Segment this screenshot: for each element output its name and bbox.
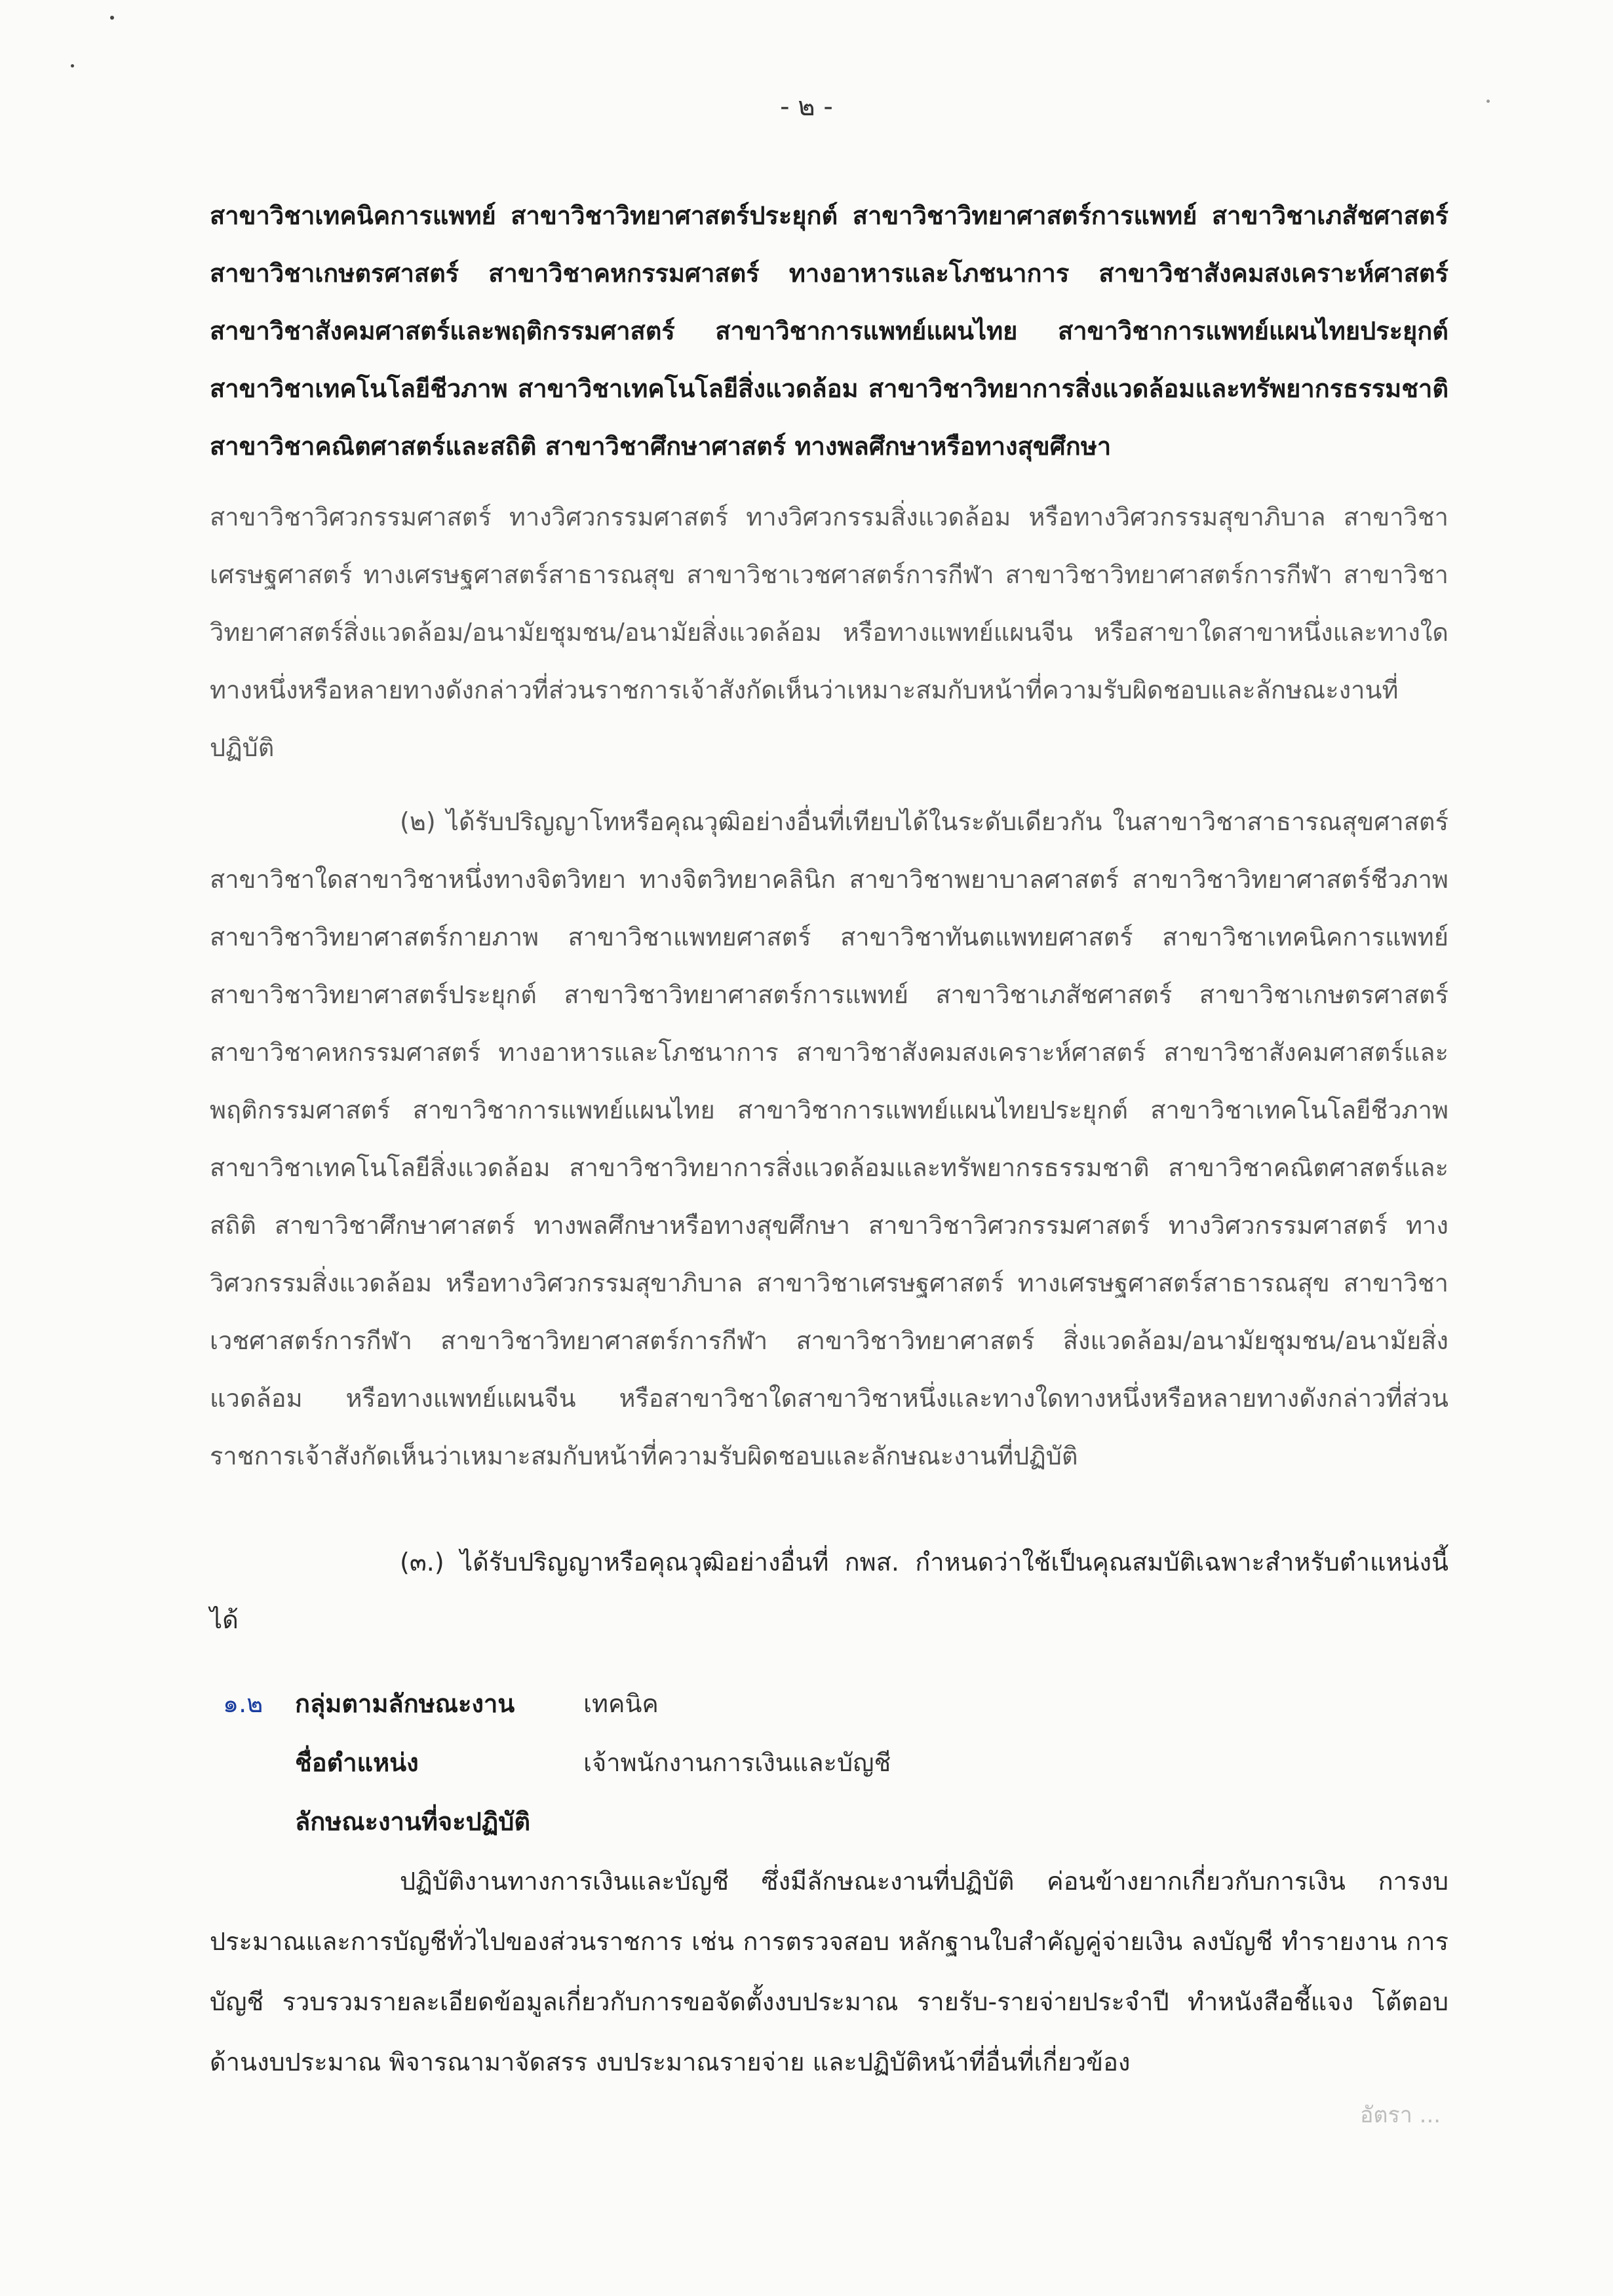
duties-text: ปฏิบัติงานทางการเงินและบัญชี ซึ่งมีลักษณะงานที่ปฏิบัติ ค่อนข้างยากเกี่ยวกับการเงิน การงบประมาณและการบัญชีทั่วไปของส่วนราชการ เช่น การตรวจสอบ หลักฐานใบสำคัญคู่จ่ายเงิน ลงบัญชี ทำรายงาน การบัญชี รวบรวมรายละเอียดข้อมูลเกี่ยวกับการขอจัดตั้งงบประมาณ รายรับ-รายจ่ายประจำปี ทำหนังสือชี้แจง โต้ตอบ ด้านงบประมาณ พิจารณามาจัดสรร งบประมาณรายจ่าย และปฏิบัติหน้าที่อื่นที่เกี่ยวข้อง <box>210 1867 1448 2076</box>
group-value: เทคนิค <box>583 1689 659 1718</box>
item-2-paragraph <box>210 793 1448 1485</box>
position-value: เจ้าพนักงานการเงินและบัญชี <box>583 1748 891 1777</box>
light-paragraph-text: สาขาวิชาวิศวกรรมศาสตร์ ทางวิศวกรรมศาสตร์ ทางวิศวกรรมสิ่งแวดล้อม หรือทางวิศวกรรมสุขาภิบาล สาขาวิชาเศรษฐศาสตร์ ทางเศรษฐศาสตร์สาธารณสุข สาขาวิชาเวชศาสตร์การกีฬา สาขาวิชาวิทยาศาสตร์การกีฬา สาขาวิชาวิทยาศาสตร์สิ่งแวดล้อม/อนามัยชุมชน/อนามัยสิ่งแวดล้อม หรือทางแพทย์แผนจีน หรือสาขาใดสาขาหนึ่งและทางใดทางหนึ่งหรือหลายทางดังกล่าวที่ส่วนราชการเจ้าสังกัดเห็นว่าเหมาะสมกับหน้าที่ความรับผิดชอบและลักษณะงานที่ปฏิบัติ <box>210 503 1448 762</box>
duties-label: ลักษณะงานที่จะปฏิบัติ <box>295 1807 531 1836</box>
section-number: ๑.๒ <box>223 1689 263 1718</box>
group-label: กลุ่มตามลักษณะงาน <box>295 1689 515 1718</box>
position-group <box>223 1674 1403 1851</box>
continuation-marker: อัตรา ... <box>1360 2102 1441 2128</box>
item-3-paragraph <box>210 1533 1448 1649</box>
group-row-position <box>223 1733 1403 1792</box>
group-row-type <box>223 1674 1403 1733</box>
item-3-text: (๓.) ได้รับปริญญาหรือคุณวุฒิอย่างอื่นที่ กพส. กำหนดว่าใช้เป็นคุณสมบัติเฉพาะสำหรับตำแหน่งนี้ได้ <box>210 1548 1448 1634</box>
page-number: - ๒ - <box>780 92 833 122</box>
group-row-duties <box>223 1792 1403 1851</box>
duties-paragraph <box>210 1851 1448 2092</box>
scan-speck <box>71 64 74 67</box>
scan-speck <box>110 16 114 20</box>
light-paragraph <box>210 488 1448 776</box>
position-label: ชื่อตำแหน่ง <box>295 1748 419 1777</box>
item-2-text: (๒) ได้รับปริญญาโทหรือคุณวุฒิอย่างอื่นที่เทียบได้ในระดับเดียวกัน ในสาขาวิชาสาธารณสุขศาสตร์ สาขาวิชาใดสาขาวิชาหนึ่งทางจิตวิทยา ทางจิตวิทยาคลินิก สาขาวิชาพยาบาลศาสตร์ สาขาวิชาวิทยาศาสตร์ชีวภาพ สาขาวิชาวิทยาศาสตร์กายภาพ สาขาวิชาแพทยศาสตร์ สาขาวิชาทันตแพทยศาสตร์ สาขาวิชาเทคนิคการแพทย์ สาขาวิชาวิทยาศาสตร์ประยุกต์ สาขาวิชาวิทยาศาสตร์การแพทย์ สาขาวิชาเภสัชศาสตร์ สาขาวิชาเกษตรศาสตร์ สาขาวิชาคหกรรมศาสตร์ ทางอาหารและโภชนาการ สาขาวิชาสังคมสงเคราะห์ศาสตร์ สาขาวิชาสังคมศาสตร์และพฤติกรรมศาสตร์ สาขาวิชาการแพทย์แผนไทย สาขาวิชาการแพทย์แผนไทยประยุกต์ สาขาวิชาเทคโนโลยีชีวภาพ สาขาวิชาเทคโนโลยีสิ่งแวดล้อม สาขาวิชาวิทยาการสิ่งแวดล้อมและทรัพยากรธรรมชาติ สาขาวิชาคณิตศาสตร์และสถิติ สาขาวิชาศึกษาศาสตร์ ทางพลศึกษาหรือทางสุขศึกษา สาขาวิชาวิศวกรรมศาสตร์ ทางวิศวกรรมศาสตร์ ทางวิศวกรรมสิ่งแวดล้อม หรือทางวิศวกรรมสุขาภิบาล สาขาวิชาเศรษฐศาสตร์ ทางเศรษฐศาสตร์สาธารณสุข สาขาวิชาเวชศาสตร์การกีฬา สาขาวิชาวิทยาศาสตร์การกีฬา สาขาวิชาวิทยาศาสตร์ สิ่งแวดล้อม/อนามัยชุมชน/อนามัยสิ่งแวดล้อม หรือทางแพทย์แผนจีน หรือสาขาวิชาใดสาขาวิชาหนึ่งและทางใดทางหนึ่งหรือหลายทางดังกล่าวที่ส่วนราชการเจ้าสังกัดเห็นว่าเหมาะสมกับหน้าที่ความรับผิดชอบและลักษณะงานที่ปฏิบัติ <box>210 807 1448 1470</box>
bold-paragraph-text: สาขาวิชาเทคนิคการแพทย์ สาขาวิชาวิทยาศาสตร์ประยุกต์ สาขาวิชาวิทยาศาสตร์การแพทย์ สาขาวิชาเภสัชศาสตร์ สาขาวิชาเกษตรศาสตร์ สาขาวิชาคหกรรมศาสตร์ ทางอาหารและโภชนาการ สาขาวิชาสังคมสงเคราะห์ศาสตร์ สาขาวิชาสังคมศาสตร์และพฤติกรรมศาสตร์ สาขาวิชาการแพทย์แผนไทย สาขาวิชาการแพทย์แผนไทยประยุกต์ สาขาวิชาเทคโนโลยีชีวภาพ สาขาวิชาเทคโนโลยีสิ่งแวดล้อม สาขาวิชาวิทยาการสิ่งแวดล้อมและทรัพยากรธรรมชาติ สาขาวิชาคณิตศาสตร์และสถิติ สาขาวิชาศึกษาศาสตร์ ทางพลศึกษาหรือทางสุขศึกษา <box>210 201 1448 461</box>
bold-paragraph <box>210 187 1448 475</box>
